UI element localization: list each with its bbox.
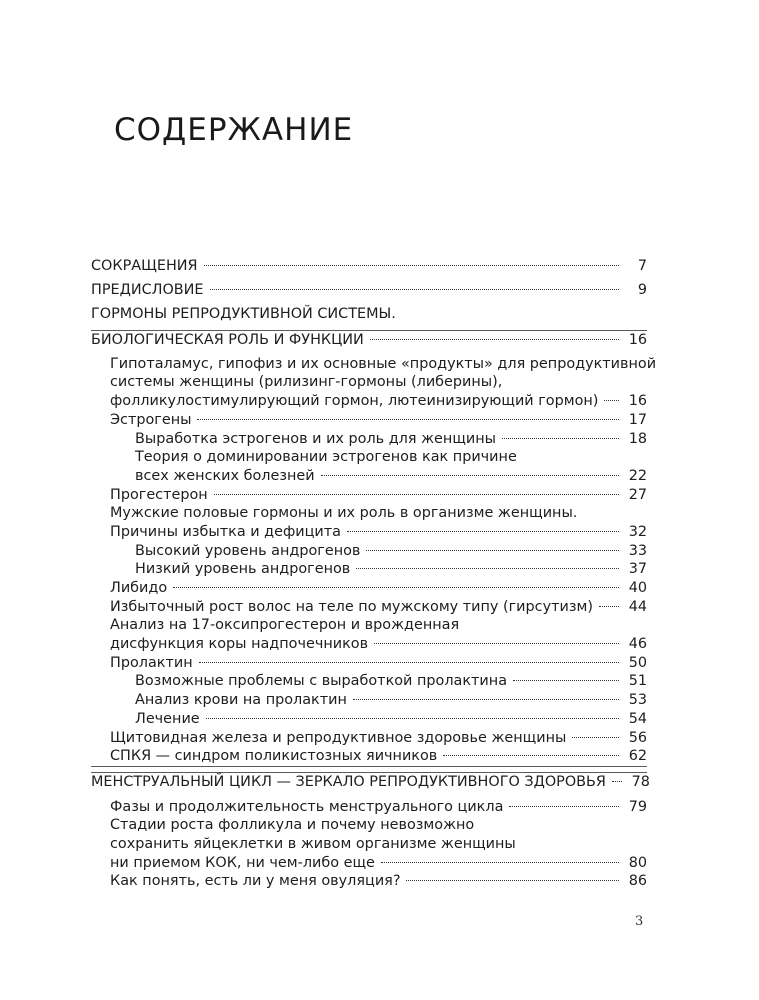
toc-entry-title: Анализ крови на пролактин — [135, 692, 347, 709]
dot-leader — [210, 289, 619, 290]
toc-entry-page: 86 — [628, 873, 647, 890]
dot-leader — [406, 880, 619, 881]
toc-entry-title: дисфункция коры надпочечников — [110, 636, 369, 653]
dot-leader — [599, 606, 619, 607]
toc-entry-page: 7 — [637, 258, 647, 274]
toc-chapter-heading[interactable] — [91, 331, 647, 350]
dot-leader — [604, 400, 619, 401]
toc-entry-page: 54 — [628, 710, 647, 727]
dot-leader — [356, 568, 619, 569]
toc-entry[interactable] — [91, 729, 647, 748]
toc-entry-page: 40 — [628, 580, 647, 596]
toc-entry-page: 33 — [628, 542, 647, 559]
page-title: СОДЕРЖАНИЕ — [114, 112, 354, 148]
dot-leader — [206, 718, 619, 719]
dot-leader — [214, 494, 619, 495]
toc-entry-page: 51 — [628, 673, 647, 690]
toc-entry-title: Низкий уровень андрогенов — [135, 561, 351, 578]
toc-entry-title: ПРЕДИСЛОВИЕ — [91, 282, 204, 299]
toc-entry-page: 16 — [628, 331, 647, 348]
toc-entry-title-line: Мужские половые гормоны и их роль в организме женщины. — [110, 505, 578, 522]
toc-entry-title: СОКРАЩЕНИЯ — [91, 258, 198, 274]
toc-chapter-block — [91, 330, 657, 767]
dot-leader — [513, 680, 619, 681]
toc-entry-title: фолликулостимулирующий гормон, лютеинизирующий гормон) — [110, 393, 599, 410]
toc-entry-title-line: Анализ на 17-оксипрогестерон и врожденная — [110, 617, 460, 634]
toc-entry[interactable] — [91, 598, 647, 617]
toc-entry-page: 56 — [628, 729, 647, 746]
toc-entry-page: 18 — [628, 430, 647, 447]
toc-entry-page: 80 — [628, 854, 647, 871]
dot-leader — [173, 587, 619, 588]
toc-entry[interactable] — [91, 486, 647, 505]
dot-leader — [197, 419, 619, 420]
toc-entry-title: БИОЛОГИЧЕСКАЯ РОЛЬ И ФУНКЦИИ — [91, 331, 364, 348]
toc-entry-title: Возможные проблемы с выработкой пролактина — [135, 673, 508, 690]
dot-leader — [199, 662, 619, 663]
dot-leader — [509, 806, 619, 807]
toc-entry-page: 22 — [628, 467, 647, 484]
toc-entry-title-line: сохранить яйцеклетки в живом организме женщины — [110, 835, 516, 852]
toc-entry[interactable] — [91, 854, 647, 873]
toc-entry-title: ни приемом КОК, ни чем-либо еще — [110, 854, 375, 871]
toc-entry-page: 79 — [628, 798, 647, 815]
toc-entry[interactable] — [91, 654, 647, 673]
dot-leader — [366, 550, 619, 551]
toc-entry-title: Избыточный рост волос на теле по мужскому типу (гирсутизм) — [110, 598, 593, 615]
dot-leader — [381, 862, 619, 863]
toc-entry-title: МЕНСТРУАЛЬНЫЙ ЦИКЛ — ЗЕРКАЛО РЕПРОДУКТИВНОГО ЗДОРОВЬЯ — [91, 774, 606, 791]
dot-leader — [374, 643, 619, 644]
toc-entry-title: СПКЯ — синдром поликистозных яичников — [110, 748, 438, 765]
toc-entry[interactable] — [91, 635, 647, 654]
toc-entry-title-line: Гипоталамус, гипофиз и их основные «продукты» для репродуктивной — [110, 355, 657, 372]
toc-entry-title: Щитовидная железа и репродуктивное здоровье женщины — [110, 729, 567, 746]
toc-entry-title: Пролактин — [110, 654, 193, 671]
toc-entry-page: 9 — [637, 282, 647, 299]
toc-entry-title-line: системы женщины (рилизинг-гормоны (либерины), — [110, 374, 503, 391]
toc-entry-page: 53 — [628, 692, 647, 709]
toc-entry-title: всех женских болезней — [135, 467, 315, 484]
dot-leader — [204, 265, 619, 266]
toc-entry-page: 16 — [628, 393, 647, 410]
toc-entry-title: Прогестерон — [110, 486, 208, 503]
dot-leader — [370, 339, 619, 340]
toc-entry-page: 27 — [628, 486, 647, 503]
toc-entry[interactable] — [91, 430, 647, 449]
toc-entry-title-line: ГОРМОНЫ РЕПРОДУКТИВНОЙ СИСТЕМЫ. — [91, 306, 396, 323]
toc-entry[interactable] — [91, 798, 647, 817]
toc-entry-page: 32 — [628, 523, 647, 540]
toc-entry-page: 50 — [628, 654, 647, 671]
toc-entry[interactable] — [91, 691, 647, 710]
toc-entry[interactable] — [91, 579, 647, 598]
toc-entry-page: 17 — [628, 411, 647, 428]
toc-entry-title-line: Стадии роста фолликула и почему невозможно — [110, 817, 475, 834]
toc-entry[interactable] — [91, 411, 647, 430]
toc-entry[interactable] — [91, 872, 647, 891]
toc-entry-page: 46 — [628, 636, 647, 653]
toc-chapter-block — [91, 772, 650, 891]
toc-entry-title: Фазы и продолжительность менструального цикла — [110, 798, 504, 815]
toc-entry[interactable] — [91, 281, 647, 300]
dot-leader — [572, 737, 619, 738]
toc-entry-page: 78 — [631, 774, 650, 791]
toc-entry-title: Эстрогены — [110, 411, 192, 428]
toc-entry-title: Либидо — [110, 580, 168, 596]
toc-entry[interactable] — [91, 467, 647, 486]
dot-leader — [443, 755, 619, 756]
toc-entry-page: 37 — [628, 561, 647, 578]
toc-entry[interactable] — [91, 392, 647, 411]
toc-chapter-heading[interactable] — [91, 773, 650, 792]
dot-leader — [612, 781, 622, 782]
dot-leader — [502, 438, 619, 439]
toc-entry-title: Причины избытка и дефицита — [110, 523, 341, 540]
toc-entry-page: 62 — [628, 748, 647, 765]
toc-entry[interactable] — [91, 672, 647, 691]
toc-entry[interactable] — [91, 747, 647, 766]
toc-entry[interactable] — [91, 257, 647, 276]
dot-leader — [347, 531, 619, 532]
toc-entry-title: Как понять, есть ли у меня овуляция? — [110, 873, 401, 890]
toc-entry-title: Выработка эстрогенов и их роль для женщины — [135, 430, 496, 447]
toc-entry-title-line: Теория о доминировании эстрогенов как причине — [135, 449, 517, 466]
toc-entry-title: Высокий уровень андрогенов — [135, 542, 361, 559]
toc-entry[interactable] — [91, 710, 647, 729]
toc-entry[interactable] — [91, 560, 647, 579]
table-of-contents — [91, 257, 657, 891]
toc-entry-page: 44 — [628, 598, 647, 615]
toc-entry[interactable] — [91, 542, 647, 561]
dot-leader — [321, 475, 619, 476]
toc-entry-title: Лечение — [135, 710, 200, 727]
dot-leader — [353, 699, 619, 700]
toc-entry[interactable] — [91, 523, 647, 542]
page-number: 3 — [635, 914, 644, 929]
